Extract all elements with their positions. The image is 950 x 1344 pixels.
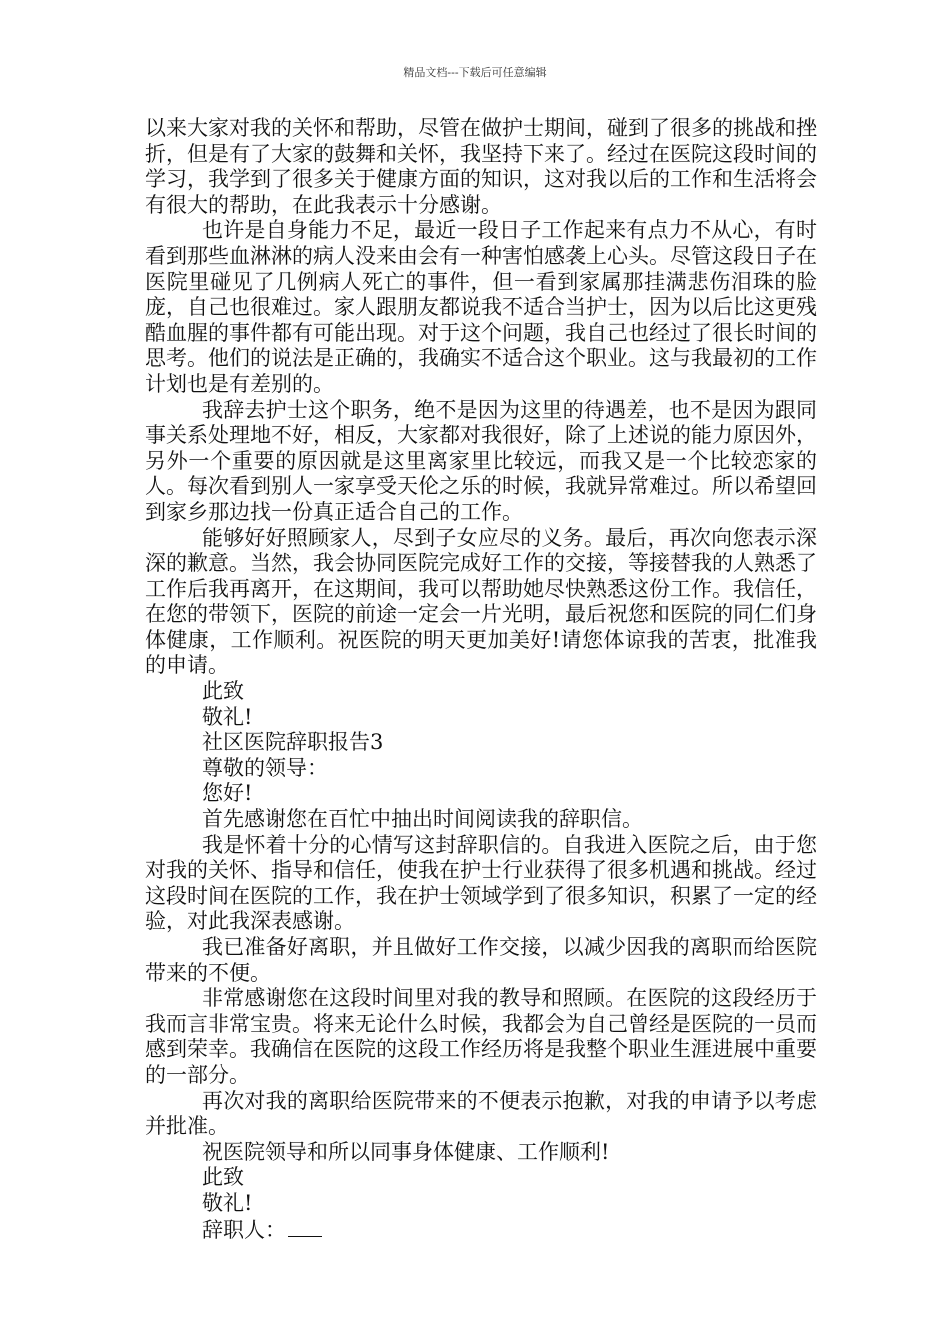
paragraph: 以来大家对我的关怀和帮助，尽管在做护士期间，碰到了很多的挑战和挫折，但是有了大家的鼓舞和关怀，我坚持下来了。经过在医院这段时间的学习，我学到了很多关于健康方面的知识，这对我以后的工作和生活将会有很大的帮助，在此我表示十分感谢。 xyxy=(145,116,817,217)
paragraph: 再次对我的离职给医院带来的不便表示抱歉，对我的申请予以考虑并批准。 xyxy=(145,1088,817,1139)
paragraph: 也许是自身能力不足，最近一段日子工作起来有点力不从心，有时看到那些血淋淋的病人没来由会有一种害怕感袭上心头。尽管这段日子在医院里碰见了几例病人死亡的事件，但一看到家属那挂满悲伤泪珠的脸庞，自己也很难过。家人跟朋友都说我不适合当护士，因为以后比这更残酷血腥的事件都有可能出现。对于这个问题，我自己也经过了很长时间的思考。他们的说法是正确的，我确实不适合这个职业。这与我最初的工作计划也是有差别的。 xyxy=(145,218,817,396)
page-header: 精品文档---下载后可任意编辑 xyxy=(403,66,547,79)
signature-line xyxy=(145,1217,817,1244)
paragraph: 能够好好照顾家人，尽到子女应尽的义务。最后，再次向您表示深深的歉意。当然，我会协同医院完成好工作的交接，等接替我的人熟悉了工作后我再离开，在这期间，我可以帮助她尽快熟悉这份工作。我信任，在您的带领下，医院的前途一定会一片光明，最后祝您和医院的同仁们身体健康，工作顺利。祝医院的明天更加美好!请您体谅我的苦衷，批准我的申请。 xyxy=(145,525,817,678)
paragraph: 我已准备好离职，并且做好工作交接，以减少因我的离职而给医院带来的不便。 xyxy=(145,935,817,985)
paragraph: 祝医院领导和所以同事身体健康、工作顺利! xyxy=(202,1139,610,1164)
signature-label: 辞职人： xyxy=(202,1217,286,1242)
signature-blank xyxy=(288,1217,322,1237)
greeting: 您好! xyxy=(202,781,253,806)
closing-salutation: 此致 xyxy=(202,1165,244,1190)
paragraph: 非常感谢您在这段时间里对我的教导和照顾。在医院的这段经历于我而言非常宝贵。将来无论什么时候，我都会为自己曾经是医院的一员而感到荣幸。我确信在医院的这段工作经历将是我整个职业生涯进展中重要的一部分。 xyxy=(145,986,817,1087)
closing-regards: 敬礼! xyxy=(202,1190,253,1215)
paragraph: 我是怀着十分的心情写这封辞职信的。自我进入医院之后，由于您对我的关怀、指导和信任，使我在护士行业获得了很多机遇和挑战。经过这段时间在医院的工作，我在护士领域学到了很多知识，积累了一定的经验，对此我深表感谢。 xyxy=(145,832,817,934)
greeting-recipient: 尊敬的领导： xyxy=(202,755,328,780)
section-title: 社区医院辞职报告3 xyxy=(202,730,384,755)
closing-salutation: 此致 xyxy=(202,679,244,704)
document-body xyxy=(145,116,817,1243)
paragraph: 首先感谢您在百忙中抽出时间阅读我的辞职信。 xyxy=(202,807,643,832)
closing-regards: 敬礼! xyxy=(202,704,253,729)
paragraph: 我辞去护士这个职务，绝不是因为这里的待遇差，也不是因为跟同事关系处理地不好，相反，大家都对我很好，除了上述说的能力原因外，另外一个重要的原因就是这里离家里比较远，而我又是一个比较恋家的人。每次看到别人一家享受天伦之乐的时候，我就异常难过。所以希望回到家乡那边找一份真正适合自己的工作。 xyxy=(145,397,817,524)
